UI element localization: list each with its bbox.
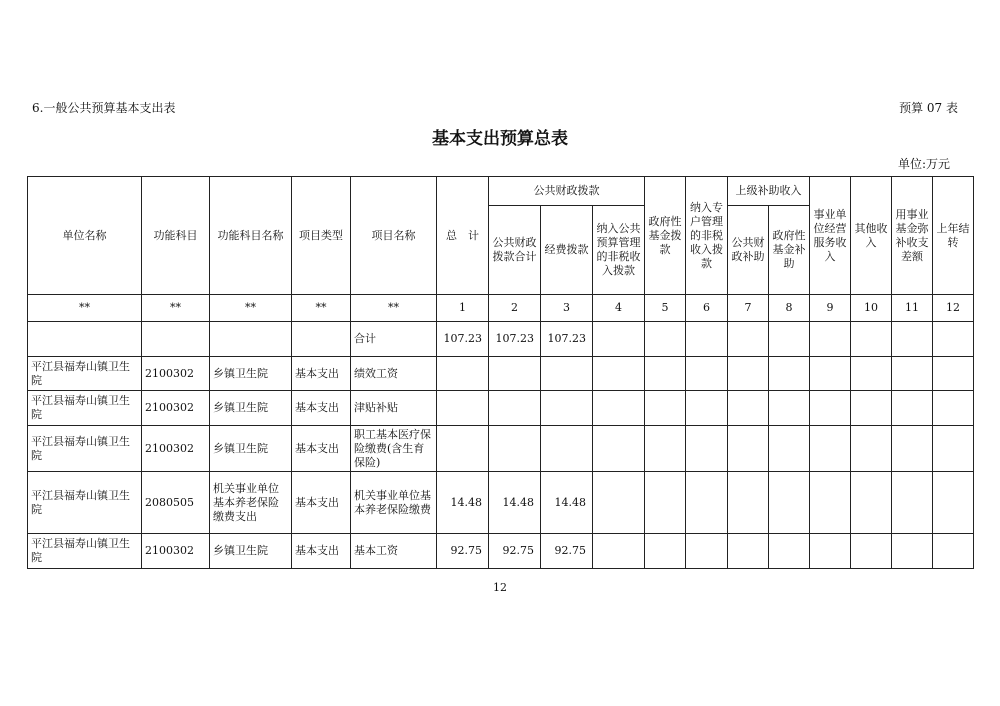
pf-total-cell: 14.48 <box>489 472 541 534</box>
col-func-code: 功能科目 <box>142 177 210 295</box>
index-cell: 9 <box>810 295 851 322</box>
total-cell: 92.75 <box>437 534 489 569</box>
func-cell: 乡镇卫生院 <box>210 357 292 391</box>
total-cell <box>437 426 489 472</box>
item-cell: 职工基本医疗保险缴费(含生育保险) <box>351 426 437 472</box>
index-cell: 10 <box>851 295 892 322</box>
summary-total: 107.23 <box>437 322 489 357</box>
func-cell: 乡镇卫生院 <box>210 534 292 569</box>
func-cell: 乡镇卫生院 <box>210 391 292 426</box>
item-cell: 津贴补贴 <box>351 391 437 426</box>
index-cell: 1 <box>437 295 489 322</box>
code-cell: 2100302 <box>142 391 210 426</box>
summary-operating: 107.23 <box>541 322 593 357</box>
col-item-name: 项目名称 <box>351 177 437 295</box>
index-cell: 3 <box>541 295 593 322</box>
col-unit-name: 单位名称 <box>28 177 142 295</box>
index-cell: ** <box>28 295 142 322</box>
col-item-type: 项目类型 <box>292 177 351 295</box>
item-cell: 基本工资 <box>351 534 437 569</box>
unit-label: 单位:万元 <box>897 157 950 171</box>
col-upper-gov-fund: 政府性基金补助 <box>769 206 810 295</box>
operating-cell <box>541 426 593 472</box>
index-cell: 11 <box>892 295 933 322</box>
col-pf-total: 公共财政拨款合计 <box>489 206 541 295</box>
index-cell: ** <box>142 295 210 322</box>
table-reference: 6.一般公共预算基本支出表 <box>32 101 176 115</box>
item-cell: 机关事业单位基本养老保险缴费 <box>351 472 437 534</box>
code-cell: 2080505 <box>142 472 210 534</box>
col-operating-funds: 经费拨款 <box>541 206 593 295</box>
index-cell: 12 <box>933 295 974 322</box>
unit-cell: 平江县福寿山镇卫生院 <box>28 472 142 534</box>
pf-total-cell <box>489 391 541 426</box>
total-cell <box>437 391 489 426</box>
index-cell: ** <box>351 295 437 322</box>
code-cell: 2100302 <box>142 534 210 569</box>
index-cell: 6 <box>686 295 728 322</box>
func-cell: 乡镇卫生院 <box>210 426 292 472</box>
summary-row <box>28 322 974 357</box>
type-cell: 基本支出 <box>292 426 351 472</box>
unit-cell: 平江县福寿山镇卫生院 <box>28 426 142 472</box>
unit-cell: 平江县福寿山镇卫生院 <box>28 534 142 569</box>
table-row <box>28 534 974 569</box>
budget-table <box>27 176 974 569</box>
col-carryover: 上年结转 <box>933 177 974 295</box>
func-cell: 机关事业单位基本养老保险缴费支出 <box>210 472 292 534</box>
table-row <box>28 357 974 391</box>
table-row <box>28 391 974 426</box>
code-cell: 2100302 <box>142 426 210 472</box>
col-fund-supplement: 用事业基金弥补收支差额 <box>892 177 933 295</box>
item-cell: 绩效工资 <box>351 357 437 391</box>
form-code: 预算 07 表 <box>899 101 958 115</box>
col-other-income: 其他收入 <box>851 177 892 295</box>
col-group-upper-grant: 上级补助收入 <box>728 177 810 206</box>
pf-total-cell <box>489 426 541 472</box>
pf-total-cell <box>489 357 541 391</box>
unit-cell: 平江县福寿山镇卫生院 <box>28 357 142 391</box>
code-cell: 2100302 <box>142 357 210 391</box>
col-special-account: 纳入专户管理的非税收入拨款 <box>686 177 728 295</box>
unit-cell: 平江县福寿山镇卫生院 <box>28 391 142 426</box>
index-cell: ** <box>292 295 351 322</box>
operating-cell <box>541 357 593 391</box>
index-cell: 5 <box>645 295 686 322</box>
pf-total-cell: 92.75 <box>489 534 541 569</box>
index-cell: 7 <box>728 295 769 322</box>
page-title: 基本支出预算总表 <box>432 129 568 149</box>
summary-pf-total: 107.23 <box>489 322 541 357</box>
index-row <box>28 295 974 322</box>
index-cell: 4 <box>593 295 645 322</box>
index-cell: 2 <box>489 295 541 322</box>
col-upper-public: 公共财政补助 <box>728 206 769 295</box>
operating-cell: 14.48 <box>541 472 593 534</box>
type-cell: 基本支出 <box>292 357 351 391</box>
operating-cell: 92.75 <box>541 534 593 569</box>
col-total: 总 计 <box>437 177 489 295</box>
type-cell: 基本支出 <box>292 391 351 426</box>
type-cell: 基本支出 <box>292 472 351 534</box>
col-business-income: 事业单位经营服务收入 <box>810 177 851 295</box>
summary-label: 合计 <box>351 322 437 357</box>
type-cell: 基本支出 <box>292 534 351 569</box>
total-cell: 14.48 <box>437 472 489 534</box>
index-cell: ** <box>210 295 292 322</box>
page-number: 12 <box>493 581 507 594</box>
operating-cell <box>541 391 593 426</box>
col-gov-fund: 政府性基金拨款 <box>645 177 686 295</box>
col-func-name: 功能科目名称 <box>210 177 292 295</box>
table-row <box>28 472 974 534</box>
col-into-budget: 纳入公共预算管理的非税收入拨款 <box>593 206 645 295</box>
index-cell: 8 <box>769 295 810 322</box>
table-row <box>28 426 974 472</box>
col-group-public-finance: 公共财政拨款 <box>489 177 645 206</box>
total-cell <box>437 357 489 391</box>
